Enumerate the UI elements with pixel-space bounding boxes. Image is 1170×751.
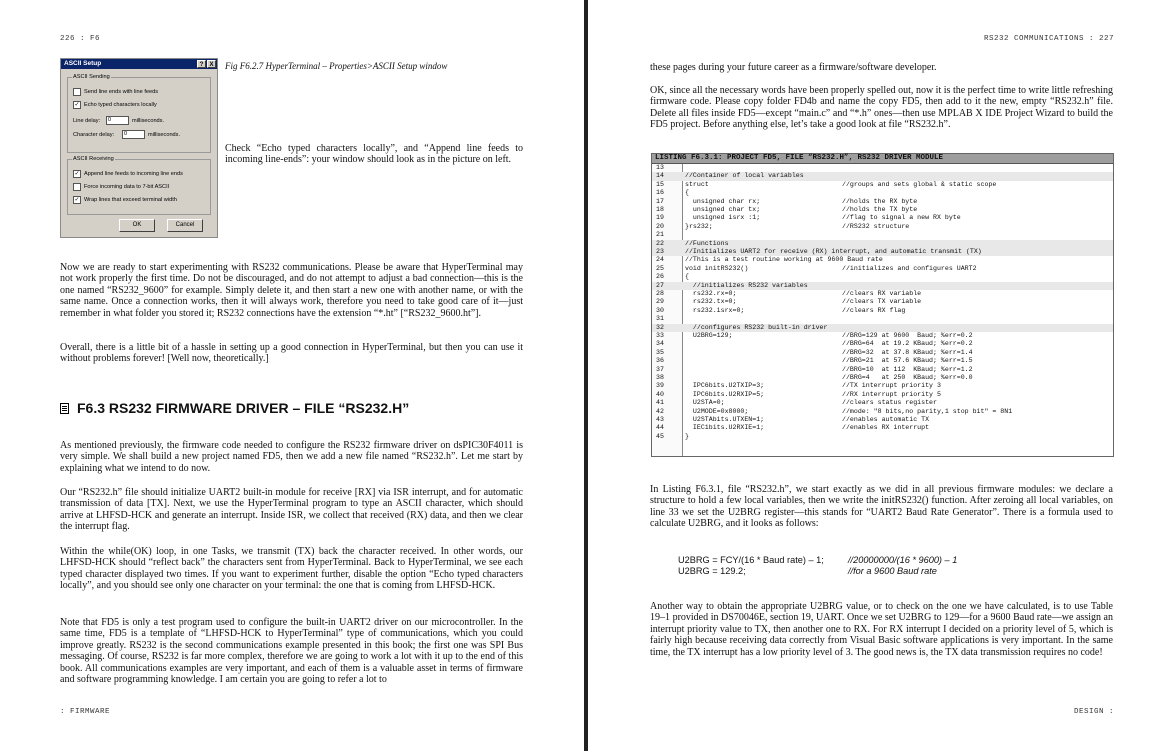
left-running-header: 226 : F6 [60, 35, 101, 43]
code-line [652, 298, 1113, 306]
code-line [652, 357, 1113, 365]
paragraph-copy-folder: OK, since all the necessary words have been properly spelled out, now it is the perfect time to write little refreshing firmware code. Please copy folder FD4b and name the copy FD5, then add to it the new, empty “RS232.h” file. Delete all files inside FD5—except “main.c” and “*.h” ones—then use MPLAB X IDE Project Wizard to build the FD5 project. Before anything else, let’s take a good look at file “RS232.h”. [650, 85, 1113, 131]
code-text: unsigned char tx; [685, 206, 761, 213]
code-text: IPC6bits.U2TXIP=3; [685, 382, 765, 390]
code-line [652, 324, 1113, 332]
code-text: rs232.rx=0; [685, 290, 737, 297]
code-text: IEC1bits.U2RXIE=1; [685, 424, 765, 432]
line-number: 33 [656, 332, 664, 339]
code-line [652, 172, 1113, 180]
dialog-title: ASCII Setup [64, 60, 102, 67]
code-comment: //flag to signal a new RX byte [842, 214, 961, 222]
code-text: //This is a test routine working at 9600 Baud rate [685, 256, 883, 264]
code-line [652, 424, 1113, 432]
code-comment: //BRG=4 at 250 KBaud; %err=0.0 [842, 374, 973, 381]
line-number: 27 [656, 281, 664, 289]
code-line [652, 382, 1113, 390]
char-delay-unit: milliseconds. [148, 131, 181, 138]
code-line [652, 374, 1113, 382]
code-line [652, 265, 1113, 273]
ascii-sending-label: ASCII Sending [73, 74, 110, 80]
document-icon [60, 403, 69, 414]
formula-line1-left: U2BRG = FCY/(16 * Baud rate) – 1; [678, 555, 824, 565]
formula-line2-left: U2BRG = 129.2; [678, 566, 746, 576]
code-comment: //clears RX variable [842, 290, 922, 297]
line-number: 13 [656, 164, 664, 171]
line-delay-unit: milliseconds. [132, 117, 165, 124]
code-line [652, 223, 1113, 231]
code-text: } [685, 432, 689, 440]
code-comment: //RS232 structure [842, 222, 910, 230]
right-running-footer: DESIGN : [1073, 708, 1114, 716]
code-comment: //enables automatic TX [842, 416, 930, 423]
code-line [652, 189, 1113, 197]
code-text: rs232.isrx=0; [685, 306, 745, 314]
code-line [652, 340, 1113, 348]
left-page [0, 0, 584, 751]
code-text: rs232.tx=0; [685, 298, 737, 306]
code-text: //Container of local variables [685, 172, 804, 180]
line-delay-label: Line delay: [73, 117, 101, 124]
code-text: { [685, 273, 689, 281]
paragraph-hassle: Overall, there is a little bit of a hassle in setting up a good connection in HyperTerminal, but then you can use it without problems forever! [Well now, theoretically.] [60, 342, 523, 365]
code-text: struct [685, 180, 709, 188]
code-comment: //BRG=32 at 37.8 KBaud; %err=1.4 [842, 348, 973, 356]
echo-typed-checkbox[interactable]: ✓ [74, 102, 80, 108]
line-number: 37 [656, 365, 664, 373]
paragraph-career: these pages during your future career as a firmware/software developer. [650, 62, 937, 73]
wrap-lines-label: Wrap lines that exceed terminal width [84, 197, 177, 203]
line-number: 28 [656, 290, 664, 297]
code-text: unsigned char rx; [685, 197, 761, 205]
line-number: 35 [656, 348, 664, 356]
ascii-receiving-label: ASCII Receiving [73, 156, 114, 162]
code-comment: //clears TX variable [842, 298, 922, 306]
formula-line2-right: //for a 9600 Baud rate [848, 566, 937, 576]
code-line [652, 214, 1113, 222]
ascii-sending-group [67, 74, 211, 153]
section-heading-text: F6.3 RS232 FIRMWARE DRIVER – FILE “RS232.H” [77, 400, 410, 416]
send-line-ends-label: Send line ends with line feeds [84, 89, 159, 95]
paragraph-fd5-test: Note that FD5 is only a test program used to configure the built-in UART2 driver on our microcontroller. In the same time, FD5 is a template of “LHFSD-HCK to HyperTerminal” type of communications, which you could improve greatly. RS232 is the second communications example presented in this book; the first one was SPI Bus messaging. Of course, RS232 is far more complex, therefore we are going to work a lot with it up to the end of this book. All communications examples are very important, and each of them is a valuable asset in terms of firmware and software programming knowledge. I am certain you are going to refer a lot to [60, 617, 523, 686]
code-line [652, 231, 1113, 239]
code-comment: //holds the TX byte [842, 206, 918, 213]
listing-title: LISTING F6.3.1: PROJECT FD5, FILE “RS232.H”, RS232 DRIVER MODULE [652, 154, 1113, 164]
line-number: 29 [656, 298, 664, 306]
code-text: U2MODE=0x8000; [685, 407, 749, 415]
code-comment: //BRG=10 at 112 KBaud; %err=1.2 [842, 365, 973, 373]
code-text: U2STA=0; [685, 399, 725, 407]
code-text: //Functions [685, 239, 729, 247]
ascii-setup-dialog [60, 58, 218, 238]
char-delay-label: Character delay: [73, 131, 115, 138]
line-number: 21 [656, 231, 664, 239]
code-comment: //BRG=64 at 19.2 KBaud; %err=0.2 [842, 340, 973, 348]
ok-button[interactable]: OK [119, 219, 155, 232]
line-number: 16 [656, 189, 664, 197]
line-number: 40 [656, 390, 664, 398]
echo-typed-label: Echo typed characters locally [84, 102, 157, 108]
code-line [652, 256, 1113, 264]
line-number: 15 [656, 180, 664, 188]
line-number: 36 [656, 357, 664, 365]
code-line [652, 349, 1113, 357]
line-number: 44 [656, 424, 664, 432]
line-number: 24 [656, 256, 664, 264]
code-comment: //BRG=21 at 57.6 KBaud; %err=1.5 [842, 357, 973, 365]
code-text: void initRS232() [685, 264, 749, 272]
paragraph-uart2: Our “RS232.h” file should initialize UART2 built-in module for receive [RX] via ISR interrupt, and for automatic transmission of data [TX]. Next, we use the HyperTerminal program to type an ASCII character, which should arrive at LHFSD-HCK and generate an interrupt. Inside ISR, we collect that received (RX) data, and then we clear the interrupt flag. [60, 487, 523, 533]
line-number: 20 [656, 222, 664, 230]
right-running-header: RS232 COMMUNICATIONS : 227 [983, 35, 1114, 43]
ascii-receiving-group [67, 156, 211, 215]
code-text: unsigned isrx :1; [685, 214, 761, 222]
wrap-lines-checkbox[interactable]: ✓ [74, 197, 80, 203]
code-text: //configures RS232 built-in driver [685, 323, 828, 331]
code-text: }rs232; [685, 222, 713, 230]
code-line [652, 408, 1113, 416]
help-button[interactable]: ? [197, 60, 206, 68]
code-text: U2STAbits.UTXEN=1; [685, 416, 765, 423]
line-number: 17 [656, 197, 664, 205]
paragraph-another-way: Another way to obtain the appropriate U2BRG value, or to check on the one we have calculated, is to use Table 19–1 provided in DS70046E, section 19, UART. Once we set U2BRG to 129—for a 9600 Baud rate—we assign an interrupt priority value to TX, then another one to RX. For RX interrupt I decided on a priority level of 5, which is fairly high because receiving data correctly from Visual Basic software applications is very important. In the same time, the TX interrupt has a low priority level of 3. The good news is, the TX data transmission requires no code! [650, 601, 1113, 658]
code-text: IPC6bits.U2RXIP=5; [685, 390, 765, 398]
line-number: 41 [656, 399, 664, 407]
code-line [652, 164, 1113, 172]
line-number: 31 [656, 315, 664, 323]
line-number: 19 [656, 214, 664, 222]
line-number: 23 [656, 248, 664, 255]
code-line [652, 416, 1113, 424]
code-listing [651, 153, 1114, 457]
check-instruction: Check “Echo typed characters locally”, and “Append line feeds to incoming line-ends”: your window should look as in the picture on left. [225, 143, 523, 166]
paragraph-mentioned: As mentioned previously, the firmware code needed to configure the RS232 firmware driver on dsPIC30F4011 is very simple. We shall build a new project named FD5, then we add a new file named “RS232.h”. Let me start by explaining what we intend to do now. [60, 440, 523, 474]
code-comment: //BRG=129 at 9600 Baud; %err=0.2 [842, 332, 973, 339]
code-line [652, 282, 1113, 290]
line-number: 32 [656, 323, 664, 331]
force-7bit-label: Force incoming data to 7-bit ASCII [84, 184, 170, 190]
line-number: 26 [656, 273, 664, 281]
code-text: { [685, 189, 689, 197]
code-line [652, 433, 1113, 441]
line-delay-input[interactable]: 0 [106, 116, 129, 125]
code-line [652, 366, 1113, 374]
section-heading [60, 400, 409, 416]
code-comment: //RX interrupt priority 5 [842, 390, 941, 398]
code-line [652, 206, 1113, 214]
code-comment: //clears status register [842, 399, 937, 407]
code-comment: //initializes and configures UART2 [842, 264, 977, 272]
dialog-title-bar [61, 59, 217, 69]
append-line-feeds-label: Append line feeds to incoming line ends [84, 171, 183, 177]
code-line [652, 315, 1113, 323]
send-line-ends-checkbox[interactable] [73, 88, 81, 96]
line-number: 25 [656, 264, 664, 272]
code-line [652, 332, 1113, 340]
code-comment: //clears RX flag [842, 306, 906, 314]
code-line [652, 307, 1113, 315]
char-delay-input[interactable]: 0 [122, 130, 145, 139]
paragraph-while-loop: Within the while(OK) loop, in one Tasks, we transmit (TX) back the character received. In other words, our LHFSD-HCK should “reflect back” the characters sent from HyperTerminal. Back to HyperTerminal, we see each typed character displayed two times. If you want to experiment further, disable the option “Echo typed characters locally”, and you should see only one character on your terminal: the one that is coming from LHFSD-HCK. [60, 546, 523, 592]
paragraph-experimenting: Now we are ready to start experimenting with RS232 communications. Please be aware that HyperTerminal may not work properly the first time. Do not be discouraged, and do not attempt to adjust a bad connection—this is the one named “RS232_9600” for example. Simply delete it, and then start a new one with another name, or with the same name. Once a connection works, then it will always work, therefore you need to take good care of it—just remember in what folder you stored it; RS232 connections have the extension “*.ht” [“RS232_9600.ht”]. [60, 262, 523, 319]
close-button[interactable]: X [207, 60, 216, 68]
code-line [652, 198, 1113, 206]
formula-line1-right: //20000000/(16 * 9600) – 1 [848, 555, 958, 565]
line-number: 42 [656, 407, 664, 415]
code-line [652, 391, 1113, 399]
line-number: 18 [656, 206, 664, 213]
code-comment: //groups and sets global & static scope [842, 180, 997, 188]
code-comment: //holds the RX byte [842, 197, 918, 205]
figure-caption: Fig F6.2.7 HyperTerminal – Properties>ASCII Setup window [225, 61, 448, 71]
line-number: 22 [656, 239, 664, 247]
line-number: 34 [656, 340, 664, 348]
line-number: 30 [656, 306, 664, 314]
code-comment: //TX interrupt priority 3 [842, 382, 941, 390]
code-comment: //mode: "8 bits,no parity,1 stop bit" = 8N1 [842, 407, 1013, 415]
code-line [652, 181, 1113, 189]
line-number: 14 [656, 172, 664, 180]
code-text: //initializes RS232 variables [685, 281, 808, 289]
line-number: 39 [656, 382, 664, 390]
line-number: 43 [656, 416, 664, 423]
left-running-footer: : FIRMWARE [60, 708, 111, 716]
append-line-feeds-checkbox[interactable]: ✓ [74, 171, 80, 177]
code-line [652, 399, 1113, 407]
code-text: //Initializes UART2 for receive (RX) interrupt, and automatic transmit (TX) [685, 248, 982, 255]
code-line [652, 240, 1113, 248]
code-line [652, 248, 1113, 256]
code-line [652, 273, 1113, 281]
line-number: 45 [656, 432, 664, 440]
code-text: U2BRG=129; [685, 332, 733, 339]
force-7bit-checkbox[interactable] [73, 183, 81, 191]
code-comment: //enables RX interrupt [842, 424, 930, 432]
line-number: 38 [656, 374, 664, 381]
paragraph-listing-explained: In Listing F6.3.1, file “RS232.h”, we start exactly as we did in all previous firmware modules: we declare a structure to hold a few local variables, then we write the initRS232() function. After zeroing all local variables, on line 33 we set the U2BRG register—this stands for “UART2 Baud Rate Generator”. There is a formula used to calculate U2BRG, and it looks as follows: [650, 484, 1113, 530]
cancel-button[interactable]: Cancel [167, 219, 203, 232]
code-line [652, 290, 1113, 298]
